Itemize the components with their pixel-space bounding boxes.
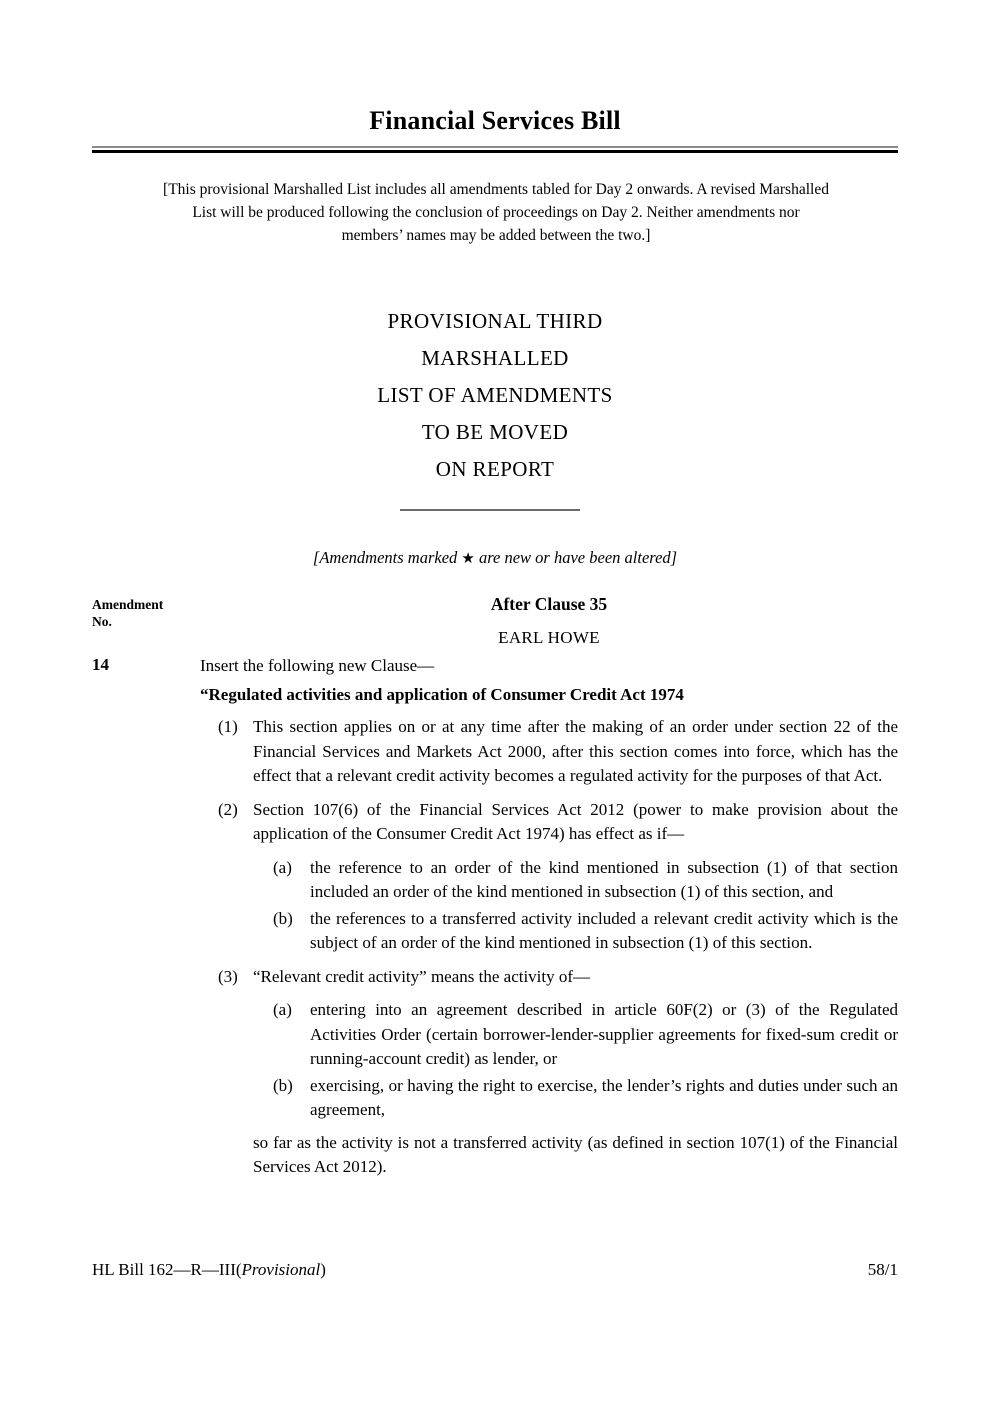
paragraph-marker: (2) (218, 799, 238, 819)
section-divider-rule (400, 509, 580, 511)
star-legend-note (92, 548, 898, 568)
title-line-3: LIST OF AMENDMENTS (377, 383, 613, 407)
page-footer (92, 1260, 898, 1280)
mover-name: EARL HOWE (498, 628, 600, 647)
star-note-close-bracket: ] (670, 548, 678, 567)
bill-reference-provisional: Provisional (241, 1260, 321, 1279)
title-line-1: PROVISIONAL THIRD (387, 309, 603, 333)
paragraph-marker: (1) (218, 717, 238, 736)
header-rule-thick (92, 150, 898, 153)
paragraph-text: “Relevant credit activity” means the activity of— (253, 966, 591, 986)
clause-heading: After Clause 35 (490, 594, 608, 614)
paragraph (200, 965, 898, 990)
paragraph-text: This section applies on or at any time after the making of an order under section 22 of the Financial Services and Markets Act 2000, after this section comes into force, which has the effect that a relevant credit activity becomes a regulated activity for the purposes of that Act. (253, 717, 898, 785)
paragraph-marker: (3) (218, 966, 238, 986)
amendment-no-label-line-2: No. (92, 614, 112, 629)
subparagraph-text: exercising, or having the right to exercise, the lender’s rights and duties under such an agreement, (310, 1075, 898, 1119)
subparagraph (200, 1074, 898, 1123)
bill-reference-suffix: ) (320, 1260, 326, 1279)
page-number: 58/1 (867, 1260, 898, 1279)
subparagraph-marker: (b) (273, 1075, 293, 1095)
amendment-number: 14 (92, 655, 109, 674)
star-note-after-text: are new or have been altered (474, 548, 671, 567)
paragraph (200, 715, 898, 789)
subparagraph-marker: (b) (273, 908, 293, 928)
bill-reference (92, 1260, 326, 1280)
insert-instruction: Insert the following new Clause— (200, 656, 435, 675)
header-rule (92, 146, 898, 153)
paragraph (200, 798, 898, 847)
intro-note: [This provisional Marshalled List includes all amendments tabled for Day 2 onwards. A revised Marshalled List will be produced following the conclusion of proceedings on Day 2. Neither amendments nor members’ names may be added between the two.] (163, 181, 829, 244)
subparagraph (200, 998, 898, 1072)
page-title: Financial Services Bill (369, 106, 621, 135)
marshalled-list-title-block (92, 303, 898, 488)
subparagraph-text: the references to a transferred activity included a relevant credit activity which is the subject of an order of the kind mentioned in subsection (1) of this section. (310, 908, 898, 952)
paragraph-text: Section 107(6) of the Financial Services Act 2012 (power to make provision about the application of the Consumer Credit Act 1974) has effect as if— (253, 799, 898, 843)
star-icon: ★ (461, 551, 475, 567)
subparagraph (200, 907, 898, 956)
subparagraph-text: the reference to an order of the kind mentioned in subsection (1) of that section included an order of the kind mentioned in subsection (1) of this section, and (310, 857, 898, 901)
title-line-5: ON REPORT (435, 457, 555, 481)
trailing-paragraph: so far as the activity is not a transferred activity (as defined in section 107(1) of the Financial Services Act 2012). (253, 1132, 898, 1176)
amendment-no-column-label (92, 596, 202, 630)
amendment-body (200, 715, 898, 1180)
title-line-2: MARSHALLED (421, 346, 569, 370)
title-line-4: TO BE MOVED (421, 420, 569, 444)
star-note-open-bracket: [ (312, 548, 320, 567)
subparagraph-marker: (a) (273, 857, 292, 877)
subparagraph (200, 856, 898, 905)
amendment-no-label-line-1: Amendment (92, 597, 164, 612)
star-note-before-text: Amendments marked (319, 548, 462, 567)
subparagraph-text: entering into an agreement described in article 60F(2) or (3) of the Regulated Activities Order (certain borrower-lender-supplier agreements for fixed-sum credit or running-account credit) as lender, or (310, 1000, 898, 1068)
new-clause-title: “Regulated activities and application of Consumer Credit Act 1974 (200, 685, 684, 704)
bill-reference-prefix: HL Bill 162—R—III( (92, 1260, 242, 1279)
subparagraph-marker: (a) (273, 1000, 292, 1019)
